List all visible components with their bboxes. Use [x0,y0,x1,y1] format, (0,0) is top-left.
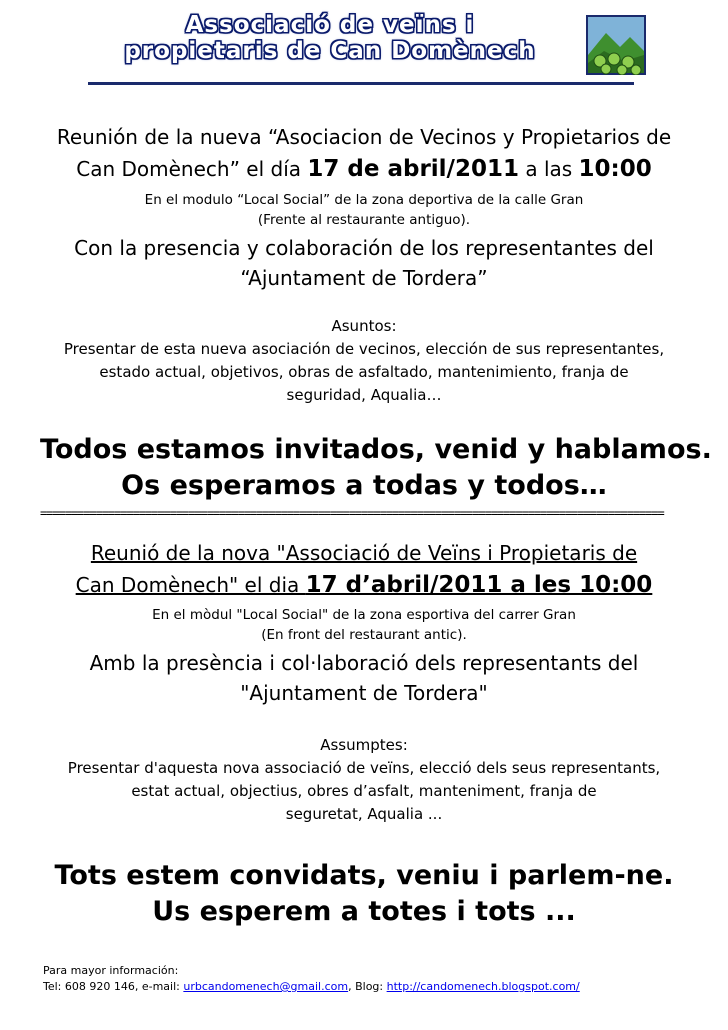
es-meeting-announcement [40,122,688,184]
ca-location [40,605,688,645]
header-rule [88,82,634,85]
ca-meeting-announcement [40,538,688,600]
email-link[interactable]: urbcandomenech@gmail.com [183,980,349,993]
ca-topics-line3: seguretat, Aqualia ... [285,805,443,823]
ca-topics-title: Assumptes: [320,736,408,754]
es-location [40,190,688,230]
es-invitation-line2: Os esperamos a todas y todos… [121,470,607,501]
es-invitation-line1: Todos estamos invitados, venid y hablamos. [40,434,712,465]
es-meeting-date: 17 de abril/2011 [307,156,519,182]
section-separator: ===================================================================================================== [40,506,664,520]
es-meeting-line2 [40,154,688,184]
ca-location-line1: En el mòdul "Local Social" de la zona esportiva del carrer Gran [152,607,576,623]
es-meeting-line2-text: Can Domènech” el día [76,157,308,181]
es-invitation [40,432,712,504]
contact-footer [43,963,580,995]
ca-presence-line2: "Ajuntament de Tordera" [240,681,488,705]
footer-blog-label: , Blog: [348,980,387,993]
ca-meeting-line2-text: Can Domènech" el dia [75,573,306,597]
association-title-line1: Associació de veïns i [185,12,475,38]
es-location-line1: En el modulo “Local Social” de la zona deportiva de la calle Gran [144,192,584,208]
es-presence-line1: Con la presencia y colaboración de los representantes del [74,236,654,260]
ca-topics-line2: estat actual, objectius, obres d’asfalt, manteniment, franja de [131,782,597,800]
es-meeting-line1: Reunión de la nueva “Asociacion de Vecinos y Propietarios de [56,125,672,149]
es-presence [40,233,688,293]
footer-tel-text: Tel: 608 920 146, e-mail: [43,980,184,993]
es-topics-line3: seguridad, Aqualia… [286,386,442,404]
association-title-line2: propietaris de Can Domènech [124,38,536,64]
footer-contact-line [43,979,580,995]
ca-invitation-line1: Tots estem convidats, veniu i parlem-ne. [54,860,674,891]
es-topics-title: Asuntos: [331,317,397,335]
ca-presence-line1: Amb la presència i col·laboració dels representants del [89,651,639,675]
footer-info-label: Para mayor información: [43,964,179,977]
es-topics [30,315,698,407]
association-logo-icon [586,15,646,75]
ca-presence [40,648,688,708]
ca-invitation [40,858,688,930]
ca-invitation-line2: Us esperem a totes i tots ... [152,896,576,927]
ca-meeting-date-time: 17 d’abril/2011 a les 10:00 [305,572,653,598]
es-meeting-line2-mid: a las [518,157,579,181]
es-topics-line1: Presentar de esta nueva asociación de vecinos, elección de sus representantes, [63,340,665,358]
blog-link[interactable]: http://candomenech.blogspot.com/ [386,980,580,993]
ca-meeting-line1: Reunió de la nova "Associació de Veïns i Propietaris de [90,541,638,565]
es-location-line2: (Frente al restaurante antiguo). [257,212,471,228]
association-title [70,12,590,64]
es-meeting-time: 10:00 [578,156,652,182]
ca-topics [30,734,698,826]
ca-meeting-line2 [40,570,688,600]
es-presence-line2: “Ajuntament de Tordera” [240,266,488,290]
ca-topics-line1: Presentar d'aquesta nova associació de veïns, elecció dels seus representants, [67,759,661,777]
es-topics-line2: estado actual, objetivos, obras de asfaltado, mantenimiento, franja de [99,363,629,381]
ca-location-line2: (En front del restaurant antic). [261,627,467,643]
